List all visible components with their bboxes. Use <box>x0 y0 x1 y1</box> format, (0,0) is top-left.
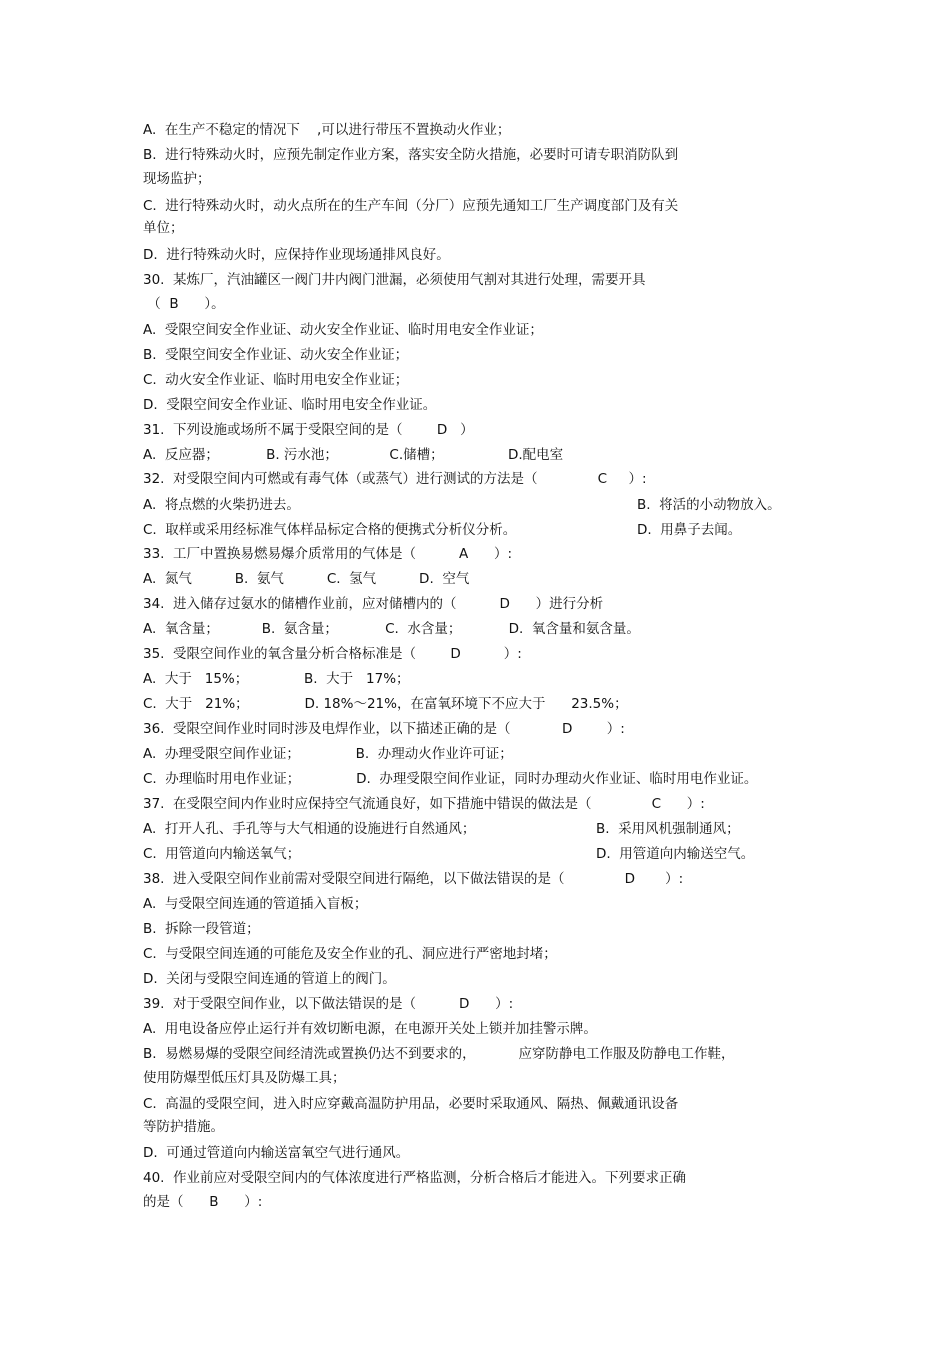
text-line: A. 反应器； B. 污水池； C.储槽； D.配电室 <box>143 447 564 463</box>
question-40: 40. 作业前应对受限空间内的气体浓度进行严格监测，分析合格后才能进入。下列要求正确 <box>143 1170 687 1186</box>
text-line: C. 与受限空间连通的可能危及安全作业的孔、洞应进行严密地封堵； <box>143 946 557 962</box>
question-34: 34. 进入储存过氨水的储槽作业前，应对储槽内的（ D ）进行分析 <box>143 596 604 612</box>
text-line: D. 关闭与受限空间连通的管道上的阀门。 <box>143 971 396 987</box>
text-line: B. 进行特殊动火时，应预先制定作业方案，落实安全防火措施，必要时可请专职消防队到 <box>143 147 679 163</box>
text-line: B. 拆除一段管道； <box>143 921 260 937</box>
text-line: C. 动火安全作业证、临时用电安全作业证； <box>143 372 409 388</box>
question-36: 36. 受限空间作业时同时涉及电焊作业，以下描述正确的是（ D ）: <box>143 721 625 737</box>
question-30: 30. 某炼厂，汽油罐区一阀门井内阀门泄漏，必须使用气割对其进行处理，需要开具 <box>143 272 646 288</box>
text-line: A. 大于 15%； B. 大于 17%； <box>143 671 410 687</box>
text-line: 单位； <box>143 220 184 236</box>
text-line: B. 易燃易爆的受限空间经清洗或置换仍达不到要求的， 应穿防静电工作服及防静电工作鞋， <box>143 1046 735 1062</box>
text-line: D. 用管道向内输送空气。 <box>596 846 755 862</box>
text-line: 的是（ B ）: <box>143 1194 263 1210</box>
text-line: 使用防爆型低压灯具及防爆工具； <box>143 1070 346 1086</box>
text-line: （ B ）。 <box>143 296 225 312</box>
text-line: A. 受限空间安全作业证、动火安全作业证、临时用电安全作业证； <box>143 322 543 338</box>
text-line: C. 取样或采用经标准气体样品标定合格的便携式分析仪分析。 <box>143 522 517 538</box>
question-35: 35. 受限空间作业的氧含量分析合格标准是（ D ）: <box>143 646 522 662</box>
text-line: D. 可通过管道向内输送富氧空气进行通风。 <box>143 1145 410 1161</box>
text-line: C. 大于 21%； D. 18%～21%，在富氧环境下不应大于 23.5%； <box>143 696 628 712</box>
text-line: A. 氮气 B. 氨气 C. 氢气 D. 空气 <box>143 571 470 587</box>
text-line: B. 将活的小动物放入。 <box>637 497 781 513</box>
question-33: 33. 工厂中置换易燃易爆介质常用的气体是（ A ）: <box>143 546 512 562</box>
text-line: B. 受限空间安全作业证、动火安全作业证； <box>143 347 409 363</box>
text-line: A. 打开人孔、手孔等与大气相通的设施进行自然通风； <box>143 821 476 837</box>
text-line: A. 办理受限空间作业证； B. 办理动火作业许可证； <box>143 746 513 762</box>
question-32: 32. 对受限空间内可燃或有毒气体（或蒸气）进行测试的方法是（ C ）: <box>143 471 647 487</box>
text-line: C. 进行特殊动火时，动火点所在的生产车间（分厂）应预先通知工厂生产调度部门及有关 <box>143 198 679 214</box>
text-line: A. 与受限空间连通的管道插入盲板； <box>143 896 368 912</box>
text-line: B. 采用风机强制通风； <box>596 821 740 837</box>
text-line: 现场监护； <box>143 171 211 187</box>
question-38: 38. 进入受限空间作业前需对受限空间进行隔绝，以下做法错误的是（ D ）: <box>143 871 684 887</box>
text-line: C. 办理临时用电作业证； D. 办理受限空间作业证，同时办理动火作业证、临时用电作业证。 <box>143 771 758 787</box>
text-line: A. 用电设备应停止运行并有效切断电源，在电源开关处上锁并加挂警示牌。 <box>143 1021 597 1037</box>
text-line: C. 高温的受限空间，进入时应穿戴高温防护用品，必要时采取通风、隔热、佩戴通讯设备 <box>143 1096 679 1112</box>
question-37: 37. 在受限空间内作业时应保持空气流通良好，如下措施中错误的做法是（ C ）: <box>143 796 705 812</box>
text-line: A. 将点燃的火柴扔进去。 <box>143 497 300 513</box>
text-line: D. 用鼻子去闻。 <box>637 522 742 538</box>
text-line: A. 在生产不稳定的情况下 ,可以进行带压不置换动火作业； <box>143 122 511 138</box>
text-line: C. 用管道向内输送氧气； <box>143 846 301 862</box>
text-line: D. 受限空间安全作业证、临时用电安全作业证。 <box>143 397 437 413</box>
text-line: D. 进行特殊动火时，应保持作业现场通排风良好。 <box>143 247 450 263</box>
question-39: 39. 对于受限空间作业，以下做法错误的是（ D ）: <box>143 996 514 1012</box>
question-31: 31. 下列设施或场所不属于受限空间的是（ D ） <box>143 422 474 438</box>
text-line: 等防护措施。 <box>143 1119 224 1135</box>
text-line: A. 氧含量； B. 氨含量； C. 水含量； D. 氧含量和氨含量。 <box>143 621 640 637</box>
